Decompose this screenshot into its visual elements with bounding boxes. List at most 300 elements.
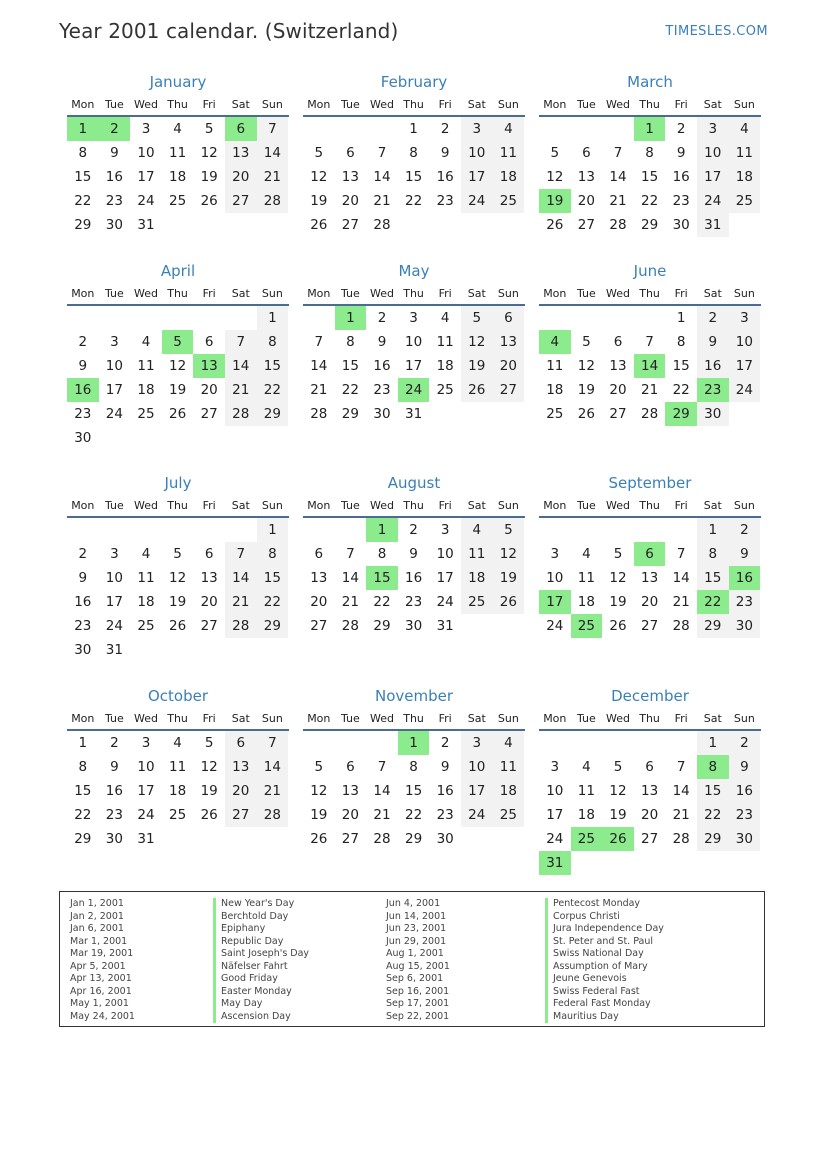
empty-day-cell <box>67 306 99 330</box>
day-cell: 12 <box>168 570 187 586</box>
day-cell: 18 <box>137 594 155 610</box>
empty-day-cell <box>634 306 666 330</box>
day-cell: 10 <box>546 783 564 799</box>
day-cell: 23 <box>729 803 761 827</box>
day-cell: 21 <box>640 382 659 398</box>
day-cell: 7 <box>225 330 257 354</box>
day-cell: 6 <box>346 145 355 161</box>
day-cell: 10 <box>404 334 423 350</box>
empty-day-cell <box>571 306 603 330</box>
day-cell: 24 <box>461 189 493 213</box>
day-cell: 16 <box>105 783 123 799</box>
day-cell: 1 <box>697 518 729 542</box>
weekday-label: Tue <box>576 712 596 725</box>
holiday-date: Aug 15, 2001 <box>386 960 450 972</box>
day-cell: 7 <box>377 759 387 775</box>
day-cell: 27 <box>341 831 359 847</box>
day-cell: 8 <box>676 334 686 350</box>
empty-day-cell <box>193 518 225 542</box>
day-cell: 2 <box>78 546 88 562</box>
day-cell: 29 <box>341 406 359 422</box>
day-cell: 6 <box>613 334 623 350</box>
day-cell: 23 <box>404 594 423 610</box>
empty-day-cell <box>303 306 335 330</box>
day-cell: 4 <box>461 518 493 542</box>
empty-day-cell <box>335 117 367 141</box>
weekday-label: Sat <box>703 287 722 300</box>
empty-day-cell <box>634 518 666 542</box>
day-cell: 30 <box>373 406 391 422</box>
days-grid <box>539 731 761 875</box>
weekday-label: Sat <box>703 712 722 725</box>
day-cell: 18 <box>168 783 187 799</box>
day-cell: 2 <box>676 121 686 137</box>
day-cell: 26 <box>200 807 218 823</box>
weekday-label: Thu <box>403 712 424 725</box>
day-cell: 20 <box>341 807 359 823</box>
empty-day-cell <box>539 306 571 330</box>
weekday-label: Sat <box>231 499 250 512</box>
day-cell: 13 <box>341 783 359 799</box>
month-october <box>67 684 289 851</box>
weekday-label: Sun <box>261 287 283 300</box>
day-cell: 17 <box>461 779 493 803</box>
day-cell: 28 <box>341 618 359 634</box>
day-cell: 8 <box>257 542 289 566</box>
day-cell: 28 <box>373 217 391 233</box>
day-cell: 9 <box>676 145 686 161</box>
day-cell: 20 <box>609 382 627 398</box>
weekday-label: Thu <box>639 499 660 512</box>
day-cell: 21 <box>672 807 690 823</box>
day-cell: 23 <box>105 807 123 823</box>
day-cell: 14 <box>257 141 289 165</box>
day-cell: 22 <box>697 803 729 827</box>
holiday-name: Corpus Christi <box>545 911 664 924</box>
day-cell: 7 <box>676 546 686 562</box>
day-cell: 13 <box>200 570 218 586</box>
day-cell: 6 <box>204 334 214 350</box>
day-cell: 27 <box>200 618 218 634</box>
weekday-label: Wed <box>605 499 630 512</box>
legend-dates-left <box>70 898 135 1023</box>
weekday-header <box>303 94 525 117</box>
weekday-label: Wed <box>605 98 630 111</box>
day-cell: 13 <box>609 358 627 374</box>
day-cell: 27 <box>225 803 257 827</box>
holiday-date: Sep 16, 2001 <box>386 985 450 997</box>
weekday-label: Sun <box>261 712 283 725</box>
weekday-label: Fri <box>202 712 216 725</box>
day-cell: 27 <box>609 406 627 422</box>
day-cell: 6 <box>314 546 324 562</box>
holiday-day-cell: 13 <box>193 354 225 378</box>
day-cell: 12 <box>168 358 187 374</box>
day-cell: 25 <box>546 406 564 422</box>
day-cell: 29 <box>404 831 423 847</box>
empty-day-cell <box>193 306 225 330</box>
holiday-day-cell: 22 <box>697 590 729 614</box>
holiday-date: Mar 19, 2001 <box>70 948 134 959</box>
day-cell: 27 <box>577 217 595 233</box>
weekday-label: Thu <box>403 98 424 111</box>
weekday-label: Sun <box>733 287 755 300</box>
day-cell: 3 <box>110 546 119 562</box>
day-cell: 17 <box>137 169 155 185</box>
day-cell: 12 <box>200 145 218 161</box>
day-cell: 28 <box>672 618 690 634</box>
day-cell: 22 <box>257 378 289 402</box>
site-brand-link[interactable]: TIMESLES.COM <box>665 24 768 39</box>
day-cell: 23 <box>105 193 123 209</box>
day-cell: 20 <box>225 779 257 803</box>
day-cell: 30 <box>74 430 92 446</box>
weekday-label: Sun <box>261 499 283 512</box>
empty-day-cell <box>539 117 571 141</box>
holiday-name: Mauritius Day <box>545 1011 664 1024</box>
day-cell: 19 <box>310 193 328 209</box>
day-cell: 24 <box>461 803 493 827</box>
day-cell: 24 <box>546 831 564 847</box>
day-cell: 31 <box>137 831 155 847</box>
empty-day-cell <box>571 117 603 141</box>
weekday-label: Fri <box>674 499 688 512</box>
day-cell: 28 <box>257 189 289 213</box>
day-cell: 15 <box>404 783 423 799</box>
weekday-label: Tue <box>576 499 596 512</box>
weekday-label: Tue <box>576 98 596 111</box>
day-cell: 9 <box>110 145 119 161</box>
day-cell: 16 <box>436 169 454 185</box>
day-cell: 27 <box>640 831 659 847</box>
day-cell: 11 <box>137 358 155 374</box>
day-cell: 13 <box>493 330 525 354</box>
weekday-label: Wed <box>133 287 158 300</box>
weekday-label: Thu <box>167 712 188 725</box>
weekday-label: Fri <box>438 287 452 300</box>
day-cell: 25 <box>461 590 493 614</box>
holiday-day-cell: 5 <box>162 330 194 354</box>
day-cell: 27 <box>310 618 328 634</box>
day-cell: 26 <box>546 217 564 233</box>
empty-day-cell <box>130 306 162 330</box>
month-name: October <box>147 687 209 705</box>
day-cell: 23 <box>436 807 454 823</box>
day-cell: 21 <box>225 590 257 614</box>
day-cell: 1 <box>257 306 289 330</box>
holiday-name: St. Peter and St. Paul <box>545 936 664 949</box>
day-cell: 15 <box>697 779 729 803</box>
holiday-day-cell: 6 <box>225 117 257 141</box>
weekday-label: Thu <box>167 287 188 300</box>
day-cell: 13 <box>577 169 595 185</box>
empty-day-cell <box>602 731 634 755</box>
weekday-label: Tue <box>340 98 360 111</box>
day-cell: 23 <box>74 618 92 634</box>
day-cell: 20 <box>341 193 359 209</box>
weekday-label: Mon <box>71 712 95 725</box>
day-cell: 14 <box>341 570 359 586</box>
day-cell: 11 <box>137 570 155 586</box>
day-cell: 7 <box>676 759 686 775</box>
empty-day-cell <box>335 731 367 755</box>
day-cell: 2 <box>409 522 418 538</box>
month-name: March <box>627 73 673 91</box>
month-name: February <box>380 73 448 91</box>
holiday-name: Republic Day <box>213 936 309 949</box>
day-cell: 5 <box>582 334 591 350</box>
days-grid <box>67 306 289 450</box>
day-cell: 14 <box>310 358 328 374</box>
holiday-day-cell: 25 <box>571 827 603 851</box>
day-cell: 24 <box>105 406 123 422</box>
day-cell: 16 <box>672 169 690 185</box>
day-cell: 9 <box>377 334 387 350</box>
empty-day-cell <box>571 731 603 755</box>
day-cell: 2 <box>729 518 761 542</box>
month-may <box>303 259 525 426</box>
holiday-name: Easter Monday <box>213 986 309 999</box>
day-cell: 6 <box>645 759 654 775</box>
weekday-label: Sat <box>467 98 486 111</box>
day-cell: 28 <box>640 406 659 422</box>
day-cell: 4 <box>173 735 182 751</box>
day-cell: 1 <box>697 731 729 755</box>
weekday-label: Fri <box>674 287 688 300</box>
day-cell: 12 <box>200 759 218 775</box>
days-grid <box>303 306 525 426</box>
weekday-label: Sun <box>733 98 755 111</box>
holiday-date: Jun 23, 2001 <box>386 923 447 934</box>
day-cell: 3 <box>461 117 493 141</box>
empty-day-cell <box>303 518 335 542</box>
day-cell: 30 <box>672 217 690 233</box>
day-cell: 30 <box>105 831 123 847</box>
weekday-header <box>303 283 525 306</box>
day-cell: 3 <box>550 759 560 775</box>
weekday-label: Sat <box>467 712 486 725</box>
day-cell: 3 <box>550 546 560 562</box>
day-cell: 1 <box>409 121 418 137</box>
weekday-label: Fri <box>438 499 452 512</box>
day-cell: 22 <box>74 193 92 209</box>
day-cell: 9 <box>78 358 88 374</box>
day-cell: 11 <box>493 141 525 165</box>
month-february <box>303 70 525 237</box>
day-cell: 9 <box>110 759 119 775</box>
day-cell: 22 <box>74 807 92 823</box>
day-cell: 29 <box>74 831 92 847</box>
empty-day-cell <box>634 731 666 755</box>
day-cell: 3 <box>440 522 450 538</box>
weekday-label: Wed <box>369 499 394 512</box>
day-cell: 1 <box>78 735 88 751</box>
day-cell: 28 <box>310 406 328 422</box>
day-cell: 29 <box>640 217 659 233</box>
holiday-name: Swiss National Day <box>545 948 664 961</box>
weekday-label: Mon <box>71 499 95 512</box>
days-grid <box>303 518 525 638</box>
holiday-day-cell: 2 <box>99 117 131 141</box>
day-cell: 5 <box>493 518 525 542</box>
weekday-label: Mon <box>543 98 567 111</box>
day-cell: 19 <box>200 783 218 799</box>
day-cell: 24 <box>436 594 454 610</box>
day-cell: 17 <box>697 165 729 189</box>
day-cell: 24 <box>546 618 564 634</box>
day-cell: 18 <box>493 165 525 189</box>
month-name: April <box>160 262 196 280</box>
day-cell: 19 <box>168 594 187 610</box>
day-cell: 11 <box>436 334 454 350</box>
day-cell: 19 <box>200 169 218 185</box>
weekday-label: Wed <box>605 287 630 300</box>
day-cell: 17 <box>546 807 564 823</box>
month-september <box>539 471 761 638</box>
day-cell: 5 <box>204 121 214 137</box>
weekday-label: Mon <box>307 499 331 512</box>
weekday-label: Wed <box>605 712 630 725</box>
empty-day-cell <box>225 518 257 542</box>
day-cell: 7 <box>314 334 324 350</box>
day-cell: 16 <box>436 783 454 799</box>
day-cell: 26 <box>577 406 595 422</box>
day-cell: 15 <box>74 783 92 799</box>
day-cell: 7 <box>645 334 654 350</box>
day-cell: 25 <box>137 406 155 422</box>
day-cell: 25 <box>493 803 525 827</box>
day-cell: 22 <box>341 382 359 398</box>
day-cell: 6 <box>225 731 257 755</box>
day-cell: 2 <box>697 306 729 330</box>
day-cell: 10 <box>105 358 123 374</box>
day-cell: 20 <box>200 594 218 610</box>
weekday-label: Mon <box>71 287 95 300</box>
day-cell: 3 <box>141 121 151 137</box>
empty-day-cell <box>130 518 162 542</box>
holiday-date: Jan 2, 2001 <box>70 910 124 922</box>
day-cell: 3 <box>409 310 418 326</box>
day-cell: 16 <box>404 570 423 586</box>
day-cell: 26 <box>461 378 493 402</box>
legend-names-right <box>545 898 664 1023</box>
empty-day-cell <box>303 117 335 141</box>
day-cell: 26 <box>609 618 627 634</box>
day-cell: 10 <box>461 755 493 779</box>
empty-day-cell <box>303 731 335 755</box>
day-cell: 30 <box>404 618 423 634</box>
day-cell: 15 <box>404 169 423 185</box>
day-cell: 19 <box>609 594 627 610</box>
weekday-label: Thu <box>639 712 660 725</box>
day-cell: 4 <box>729 117 761 141</box>
day-cell: 22 <box>373 594 391 610</box>
empty-day-cell <box>665 518 697 542</box>
weekday-header <box>539 283 761 306</box>
day-cell: 18 <box>461 566 493 590</box>
day-cell: 16 <box>74 594 92 610</box>
holiday-name: Jura Independence Day <box>545 923 664 936</box>
day-cell: 23 <box>74 406 92 422</box>
day-cell: 13 <box>225 755 257 779</box>
day-cell: 25 <box>168 193 187 209</box>
weekday-label: Thu <box>403 287 424 300</box>
day-cell: 11 <box>493 755 525 779</box>
holiday-name: Saint Joseph's Day <box>213 948 309 961</box>
day-cell: 22 <box>640 193 659 209</box>
day-cell: 26 <box>310 831 328 847</box>
day-cell: 10 <box>546 570 564 586</box>
day-cell: 11 <box>577 570 595 586</box>
day-cell: 3 <box>110 334 119 350</box>
holiday-legend <box>59 891 765 1027</box>
day-cell: 8 <box>409 759 418 775</box>
empty-day-cell <box>335 518 367 542</box>
day-cell: 1 <box>257 518 289 542</box>
day-cell: 6 <box>204 546 214 562</box>
day-cell: 10 <box>105 570 123 586</box>
day-cell: 19 <box>577 382 595 398</box>
day-cell: 17 <box>105 382 123 398</box>
month-name: December <box>611 687 689 705</box>
holiday-date: Aug 1, 2001 <box>386 948 444 959</box>
holiday-day-cell: 16 <box>67 378 99 402</box>
weekday-label: Wed <box>133 499 158 512</box>
month-name: November <box>374 687 454 705</box>
holiday-name: May Day <box>213 998 309 1011</box>
month-name: July <box>164 474 192 492</box>
day-cell: 30 <box>105 217 123 233</box>
day-cell: 16 <box>729 779 761 803</box>
day-cell: 12 <box>609 570 627 586</box>
day-cell: 28 <box>225 402 257 426</box>
holiday-day-cell: 14 <box>634 354 666 378</box>
day-cell: 5 <box>613 759 623 775</box>
day-cell: 4 <box>173 121 182 137</box>
day-cell: 29 <box>257 614 289 638</box>
holiday-day-cell: 24 <box>398 378 430 402</box>
day-cell: 5 <box>550 145 560 161</box>
legend-names-left <box>213 898 309 1023</box>
day-cell: 26 <box>168 406 187 422</box>
weekday-label: Tue <box>104 712 124 725</box>
day-cell: 7 <box>346 546 355 562</box>
day-cell: 15 <box>341 358 359 374</box>
day-cell: 20 <box>310 594 328 610</box>
day-cell: 2 <box>78 334 88 350</box>
day-cell: 15 <box>640 169 659 185</box>
day-cell: 17 <box>404 358 423 374</box>
day-cell: 31 <box>436 618 454 634</box>
weekday-header <box>303 495 525 518</box>
weekday-label: Tue <box>340 499 360 512</box>
holiday-name: New Year's Day <box>213 898 309 911</box>
weekday-label: Mon <box>543 287 567 300</box>
day-cell: 20 <box>200 382 218 398</box>
day-cell: 21 <box>672 594 690 610</box>
weekday-label: Sat <box>703 499 722 512</box>
day-cell: 8 <box>645 145 654 161</box>
month-april <box>67 259 289 450</box>
day-cell: 18 <box>493 779 525 803</box>
day-cell: 28 <box>225 614 257 638</box>
day-cell: 14 <box>672 570 690 586</box>
day-cell: 2 <box>377 310 387 326</box>
empty-day-cell <box>571 518 603 542</box>
day-cell: 19 <box>461 354 493 378</box>
day-cell: 3 <box>729 306 761 330</box>
holiday-name: Pentecost Monday <box>545 898 664 911</box>
